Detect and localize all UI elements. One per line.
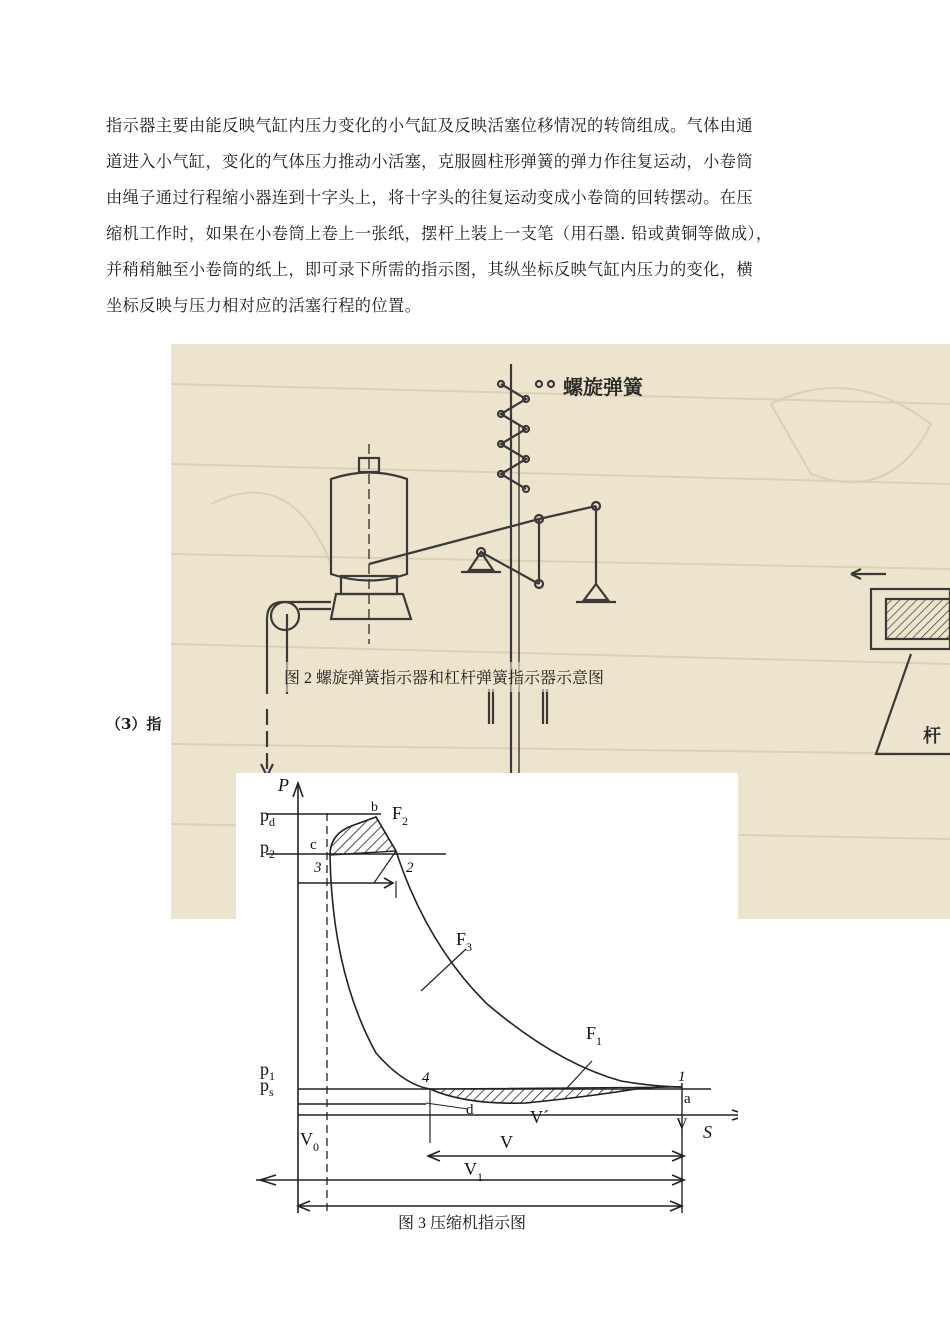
point-a: a	[684, 1091, 691, 1107]
point-1: 1	[678, 1069, 686, 1085]
paragraph-line: 坐标反映与压力相对应的活塞行程的位置。	[106, 296, 422, 315]
point-4: 4	[422, 1070, 430, 1086]
pd-label: $p_d$	[260, 805, 275, 829]
v0-label: $V_0$	[300, 1129, 319, 1154]
paragraph-line: 道进入小气缸，变化的气体压力推动小活塞，克服圆柱形弹簧的弹力作往复运动，小卷筒	[106, 152, 753, 171]
figure-3-drawing	[236, 773, 738, 1243]
point-3: 3	[314, 860, 322, 876]
figure-3-indicator-diagram	[236, 773, 738, 1243]
p2-label: $p_2$	[260, 837, 275, 861]
p-axis-label: P	[278, 775, 289, 795]
body-paragraph	[106, 108, 851, 324]
v-prime-label: V´	[530, 1107, 549, 1127]
v1-label: $V_1$	[464, 1159, 483, 1184]
paragraph-line: 由绳子通过行程缩小器连到十字头上，将十字头的往复运动变成小卷筒的回转摆动。在压	[106, 188, 753, 207]
paragraph-line: 指示器主要由能反映气缸内压力变化的小气缸及反映活塞位移情况的转筒组成。气体由通	[106, 116, 753, 135]
figure-2-caption: 图 2 螺旋弹簧指示器和杠杆弹簧指示器示意图	[284, 670, 605, 687]
section-heading: （3）指	[106, 715, 162, 733]
f1-label: $F_1$	[586, 1023, 603, 1048]
figure-3-caption: 图 3 压缩机指示图	[398, 1215, 527, 1232]
point-d: d	[466, 1102, 474, 1118]
lever-label: 杆	[923, 726, 941, 746]
f3-label: $F_3$	[456, 929, 473, 954]
v-label: V	[500, 1132, 513, 1152]
point-b: b	[371, 800, 378, 815]
v-right-label: V	[676, 1116, 688, 1133]
s-axis-label: S	[703, 1122, 712, 1142]
paragraph-line: 缩机工作时，如果在小卷筒上卷上一张纸，摆杆上装上一支笔（用石墨. 铅或黄铜等做成），	[106, 224, 773, 243]
ps-label: $p_s$	[260, 1075, 274, 1099]
f2-label: $F_2$	[392, 803, 409, 828]
spring-label: 螺旋弹簧	[563, 377, 643, 399]
p1-label: $p_1$	[260, 1059, 275, 1083]
point-2: 2	[406, 860, 414, 876]
point-c: c	[310, 837, 317, 853]
paragraph-line: 并稍稍触至小卷筒的纸上，即可录下所需的指示图，其纵坐标反映气缸内压力的变化，横	[106, 260, 753, 279]
